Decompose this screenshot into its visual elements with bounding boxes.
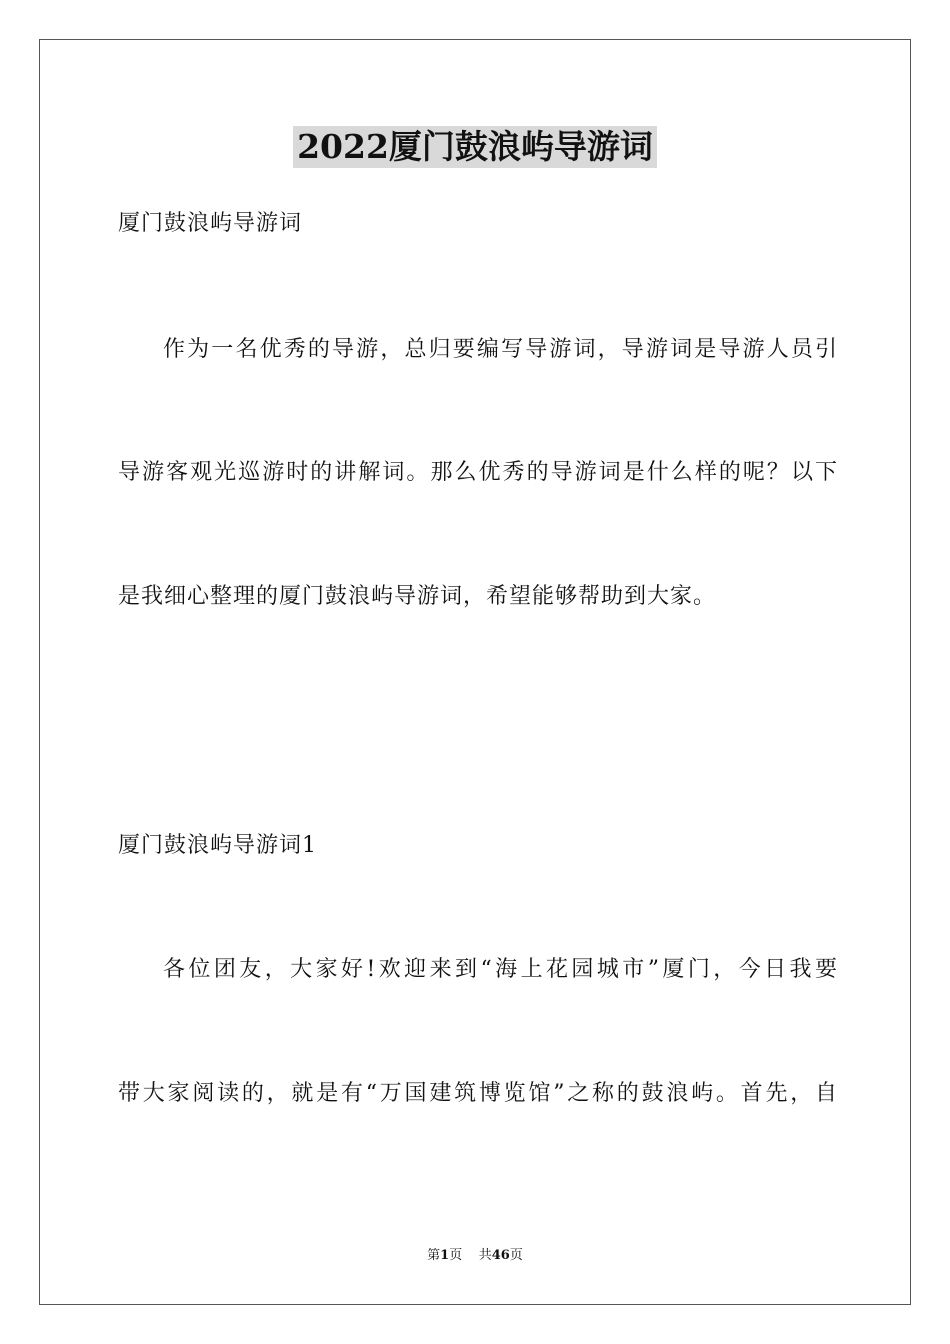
section-line-2: 带大家阅读的，就是有“万国建筑博览馆”之称的鼓浪屿。首先，自 [118, 1081, 838, 1106]
intro-line-1: 作为一名优秀的导游，总归要编写导游词，导游词是导游人员引 [163, 337, 838, 362]
page-prefix: 第 [427, 1248, 441, 1263]
page-footer [0, 1247, 950, 1265]
title-container [0, 126, 950, 168]
document-subtitle: 厦门鼓浪屿导游词 [118, 211, 303, 236]
page-number: 1 [440, 1248, 450, 1263]
section-line-1: 各位团友，大家好!欢迎来到“海上花园城市”厦门，今日我要 [163, 957, 838, 982]
total-suffix: 页 [509, 1248, 523, 1263]
total-prefix: 共 [478, 1248, 492, 1263]
page-suffix: 页 [449, 1248, 463, 1263]
total-pages: 46 [491, 1248, 510, 1263]
document-title: 2022厦门鼓浪屿导游词 [293, 126, 657, 168]
intro-line-2: 导游客观光巡游时的讲解词。那么优秀的导游词是什么样的呢？以下 [118, 460, 838, 485]
section-heading: 厦门鼓浪屿导游词1 [118, 833, 317, 858]
intro-line-3: 是我细心整理的厦门鼓浪屿导游词，希望能够帮助到大家。 [118, 584, 717, 609]
